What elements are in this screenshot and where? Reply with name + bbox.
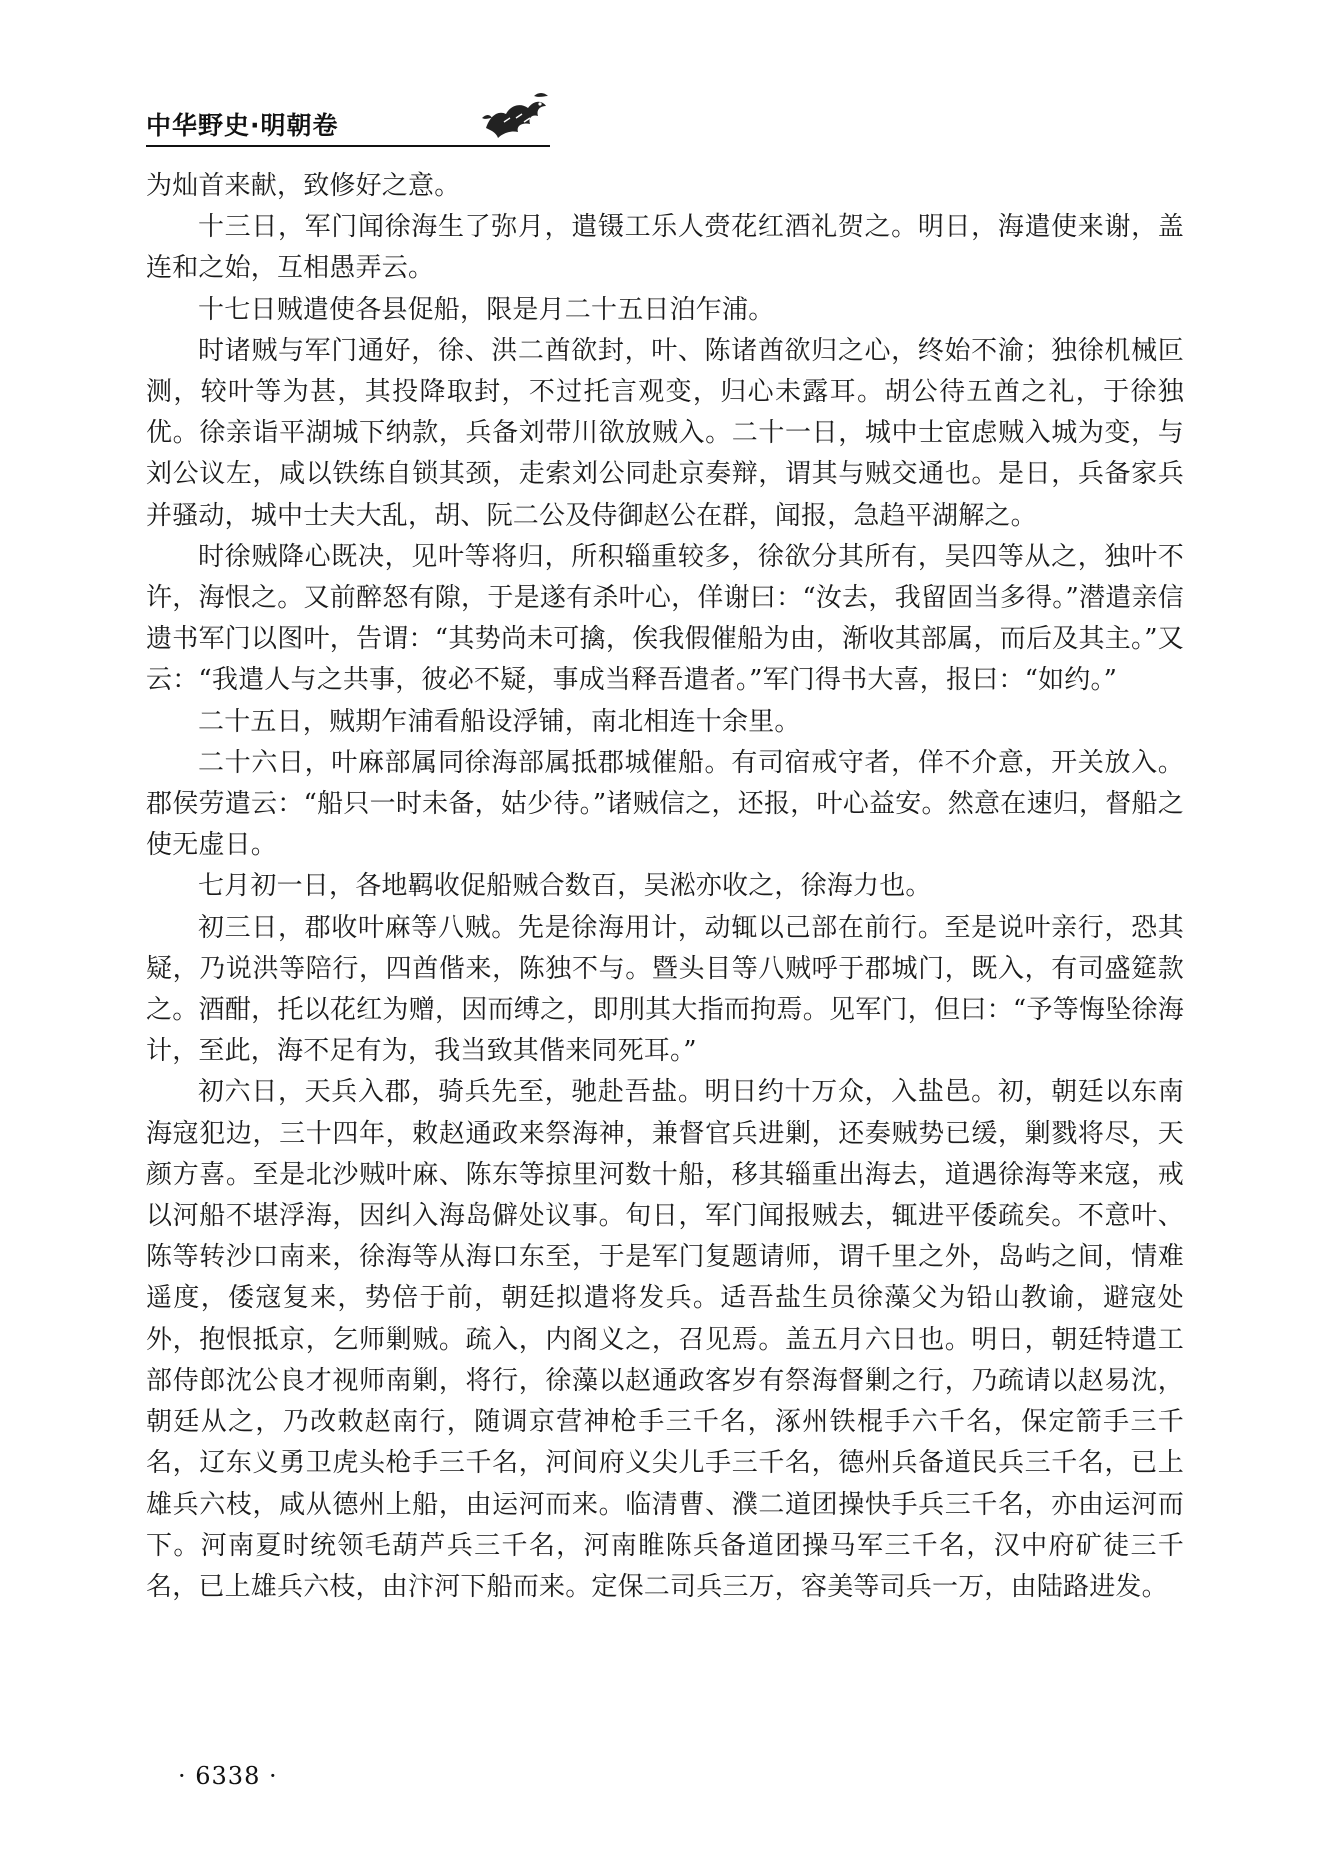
paragraph: 时诸贼与军门通好，徐、洪二酋欲封，叶、陈诸酋欲归之心，终始不渝；独徐机械叵测，较叶等为甚，其投降取封，不过托言观变，归心未露耳。胡公待五酋之礼，于徐独优。徐亲诣平湖城下纳款，兵备刘带川欲放贼入。二十一日，城中士宦虑贼入城为变，与刘公议左，咸以铁练自锁其颈，走索刘公同赴京奏辩，谓其与贼交通也。是日，兵备家兵并骚动，城中士夫大乱，胡、阮二公及侍御赵公在群，闻报，急趋平湖解之。 [146, 335, 1184, 531]
paragraph: 初三日，郡收叶麻等八贼。先是徐海用计，动辄以己部在前行。至是说叶亲行，恐其疑，乃说洪等陪行，四酋偕来，陈独不与。暨头目等八贼呼于郡城门，既入，有司盛筵款之。酒酣，托以花红为赠，因而缚之，即刖其大指而拘焉。见军门，但曰：“予等悔坠徐海计，至此，海不足有为，我当致其偕来同死耳。” [146, 912, 1184, 1067]
header-rule [146, 145, 550, 147]
running-header [146, 88, 550, 150]
paragraph: 时徐贼降心既决，见叶等将归，所积辎重较多，徐欲分其所有，吴四等从之，独叶不许，海恨之。又前醉怒有隙，于是遂有杀叶心，佯谢曰：“汝去，我留固当多得。”潜遣亲信遗书军门以图叶，告谓：“其势尚未可擒，俟我假催船为由，渐收其部属，而后及其主。”又云：“我遣人与之共事，彼必不疑，事成当释吾遣者。”军门得书大喜，报曰：“如约。” [146, 541, 1184, 696]
paragraph: 为灿首来献，致修好之意。 [146, 171, 461, 201]
paragraph: 十七日贼遣使各县促船，限是月二十五日泊乍浦。 [198, 294, 775, 325]
body-text [146, 166, 1184, 1608]
dragon-emblem-icon [476, 88, 552, 140]
paragraph: 二十六日，叶麻部属同徐海部属抵郡城催船。有司宿戒守者，佯不介意，开关放入。郡侯劳遣云：“船只一时未备，姑少待。”诸贼信之，还报，叶心益安。然意在速归，督船之使无虚日。 [146, 747, 1184, 861]
page-number: · 6338 · [178, 1762, 278, 1790]
paragraph: 二十五日，贼期乍浦看船设浮铺，南北相连十余里。 [198, 706, 801, 737]
paragraph: 初六日，天兵入郡，骑兵先至，驰赴吾盐。明日约十万众，入盐邑。初，朝廷以东南海寇犯边，三十四年，敕赵通政来祭海神，兼督官兵进剿，还奏贼势已缓，剿戮将尽，天颜方喜。至是北沙贼叶麻、陈东等掠里河数十船，移其辎重出海去，道遇徐海等来寇，戒以河船不堪浮海，因纠入海岛僻处议事。旬日，军门闻报贼去，辄进平倭疏矣。不意叶、陈等转沙口南来，徐海等从海口东至，于是军门复题请师，谓千里之外，岛屿之间，情难遥度，倭寇复来，势倍于前，朝廷拟遣将发兵。适吾盐生员徐藻父为铅山教谕，避寇处外，抱恨抵京，乞师剿贼。疏入，内阁义之，召见焉。盖五月六日也。明日，朝廷特遣工部侍郎沈公良才视师南剿，将行，徐藻以赵通政客岁有祭海督剿之行，乃疏请以赵易沈，朝廷从之，乃改敕赵南行，随调京营神枪手三千名，涿州铁棍手六千名，保定箭手三千名，辽东义勇卫虎头枪手三千名，河间府义尖儿手三千名，德州兵备道民兵三千名，已上雄兵六枝，咸从德州上船，由运河而来。临清曹、濮二道团操快手兵三千名，亦由运河而下。河南夏时统领毛葫芦兵三千名，河南睢陈兵备道团操马军三千名，汉中府矿徒三千名，已上雄兵六枝，由汴河下船而来。定保二司兵三万，容美等司兵一万，由陆路进发。 [146, 1077, 1184, 1602]
paragraph: 十三日，军门闻徐海生了弥月，遣镊工乐人赍花红酒礼贺之。明日，海遣使来谢，盖连和之始，互相愚弄云。 [146, 212, 1184, 284]
book-title: 中华野史·明朝卷 [146, 111, 339, 140]
paragraph: 七月初一日，各地羁收促船贼合数百，吴淞亦收之，徐海力也。 [198, 871, 932, 902]
